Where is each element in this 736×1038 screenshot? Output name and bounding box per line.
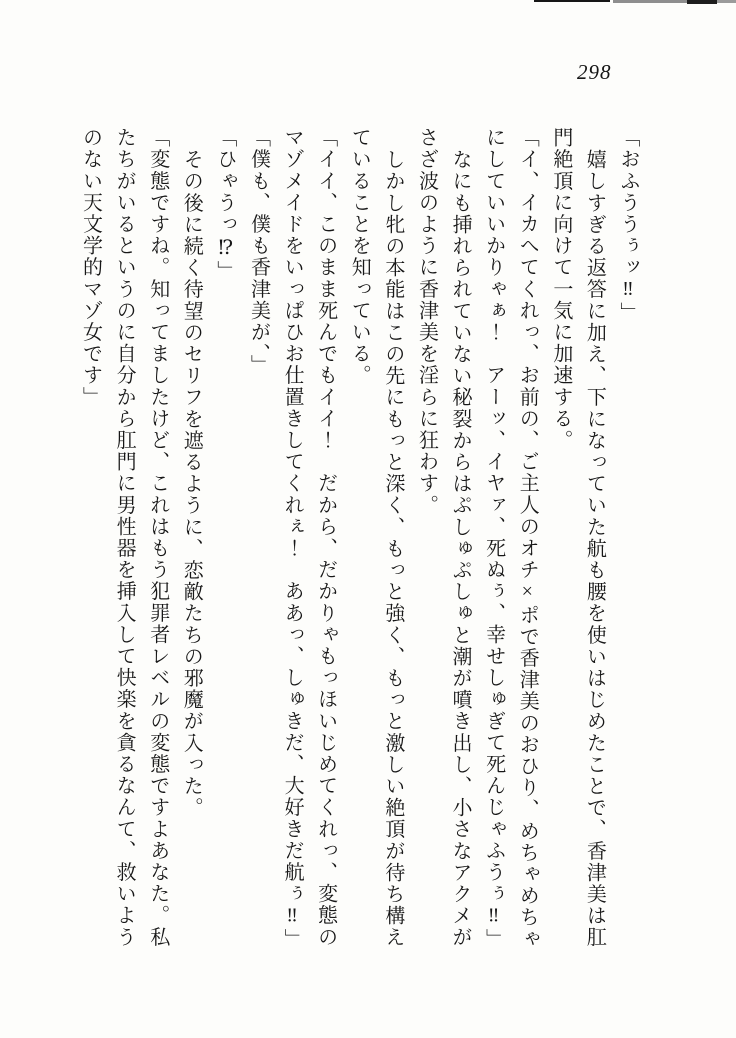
paragraph-dialogue: 「イイ、このまま死んでもイイ！ だから、だかりゃもっほいじめてくれっ、変態のマゾメイドをいっぱひお仕置きしてくれぇ！ ああっ、しゅきだ、大好きだ航ぅ‼」 — [281, 127, 337, 950]
paragraph-narrative: しかし牝の本能はこの先にもっと深く、もっと強く、もっと激しい絶頂が待ち構えていることを知っている。 — [348, 127, 404, 948]
page-number: 298 — [577, 60, 612, 84]
paragraph-dialogue: 「僕も、僕も香津美が、」 — [247, 127, 270, 377]
paragraph-dialogue: 「おふううぅッ‼」 — [617, 127, 639, 324]
scan-edge-segment — [717, 0, 736, 3]
scan-edge-segment — [613, 0, 687, 3]
scan-edge-artifact — [534, 0, 736, 5]
scan-edge-segment — [687, 0, 717, 4]
paragraph-narrative: その後に続く待望のセリフを遮るように、恋敵たちの邪魔が入った。 — [180, 148, 203, 819]
paragraph-dialogue: 「イ、イカへてくれっ、お前の、ご主人のオチ×ポで香津美のおひり、めちゃめちゃにしていいかりゃぁ！ アーッ、イヤァ、死ぬぅ、幸せしゅぎて死んじゃふうぅ‼」 — [482, 127, 539, 950]
paragraph-narrative: なにも挿れられていない秘裂からはぷしゅぷしゅと潮が噴き出し、小さなアクメがさざ波のように香津美を淫らに狂わす。 — [415, 127, 472, 948]
vertical-text-block — [66, 127, 644, 955]
paragraph-narrative: 嬉しすぎる返答に加え、下になっていた航も腰を使いはじめたことで、香津美は肛門絶頂に向けて一気に加速する。 — [549, 127, 606, 948]
scan-edge-segment — [534, 0, 610, 2]
paragraph-dialogue: 「変態ですね。知ってましたけど、これはもう犯罪者レベルの変態ですよあなた。私たちがいるというのに自分から肛門に男性器を挿入して快楽を貪るなんて、救いようのない天文学的マゾ女です」 — [79, 127, 169, 948]
paragraph-dialogue: 「ひゃうっ⁉」 — [213, 127, 236, 283]
